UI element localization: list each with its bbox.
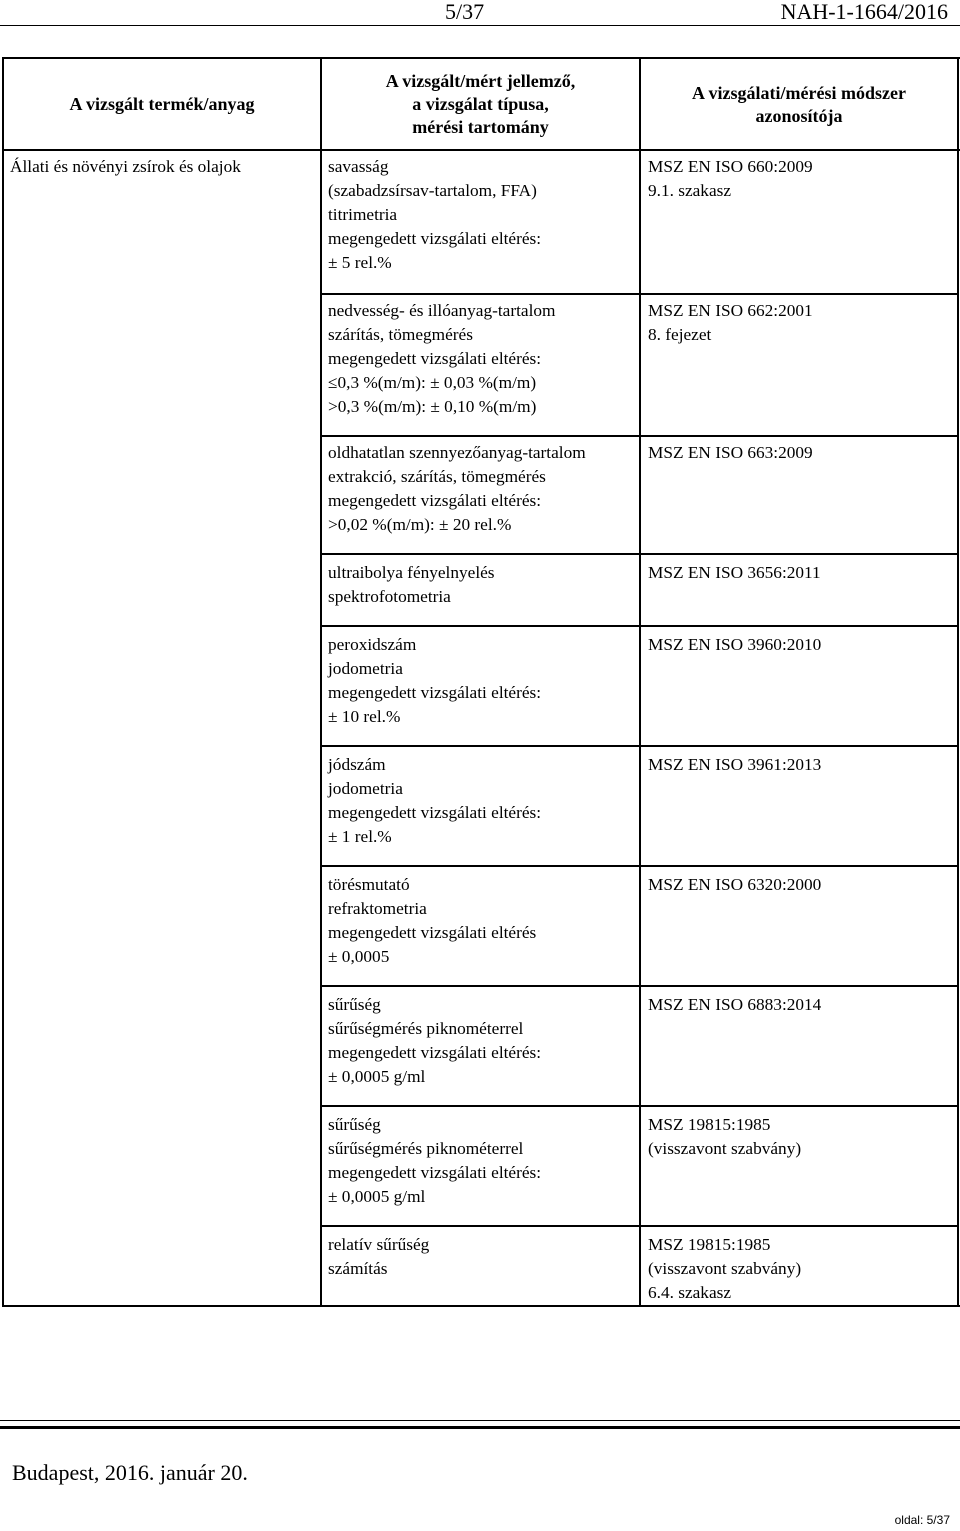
method-cell bbox=[648, 561, 821, 585]
characteristic-line: megengedett vizsgálati eltérés bbox=[328, 923, 537, 942]
header-line: a vizsgálat típusa, bbox=[412, 94, 549, 114]
characteristic-cell bbox=[328, 993, 541, 1089]
characteristic-line: jodometria bbox=[328, 779, 403, 798]
footer-place-date: Budapest, 2016. január 20. bbox=[12, 1460, 248, 1485]
characteristic-line: megengedett vizsgálati eltérés: bbox=[328, 1163, 542, 1182]
method-cell bbox=[648, 441, 813, 465]
method-line: (visszavont szabvány) bbox=[648, 1259, 802, 1278]
row-divider bbox=[321, 293, 639, 295]
method-line: MSZ EN ISO 3961:2013 bbox=[648, 755, 822, 774]
method-cell bbox=[648, 873, 821, 897]
characteristic-line: >0,02 %(m/m): ± 20 rel.% bbox=[328, 515, 512, 534]
row-divider bbox=[321, 1225, 639, 1227]
row-divider bbox=[321, 745, 639, 747]
method-line: MSZ 19815:1985 bbox=[648, 1115, 771, 1134]
characteristic-cell bbox=[328, 633, 541, 729]
characteristic-cell bbox=[328, 155, 541, 275]
characteristic-line: ≤0,3 %(m/m): ± 0,03 %(m/m) bbox=[328, 373, 537, 392]
method-line: MSZ EN ISO 663:2009 bbox=[648, 443, 813, 462]
column-divider-2 bbox=[639, 57, 641, 1306]
product-name: Állati és növényi zsírok és olajok bbox=[10, 157, 241, 176]
characteristic-line: ± 0,0005 g/ml bbox=[328, 1067, 426, 1086]
characteristic-line: (szabadzsírsav-tartalom, FFA) bbox=[328, 181, 537, 200]
document-id: NAH-1-1664/2016 bbox=[780, 0, 948, 24]
row-divider bbox=[640, 865, 958, 867]
characteristic-line: sűrűségmérés piknométerrel bbox=[328, 1019, 524, 1038]
characteristic-line: savasság bbox=[328, 157, 389, 176]
header-rule bbox=[0, 25, 960, 26]
table-right-border bbox=[957, 57, 959, 1306]
table-top-border bbox=[2, 57, 960, 59]
characteristic-cell bbox=[328, 753, 541, 849]
header-line: A vizsgált/mért jellemző, bbox=[385, 71, 576, 91]
characteristic-line: nedvesség- és illóanyag-tartalom bbox=[328, 301, 556, 320]
characteristic-line: sűrűség bbox=[328, 995, 381, 1014]
method-cell bbox=[648, 633, 821, 657]
method-line: MSZ EN ISO 660:2009 bbox=[648, 157, 813, 176]
characteristic-line: spektrofotometria bbox=[328, 587, 451, 606]
table-bottom-border bbox=[2, 1305, 960, 1307]
column-header-characteristic bbox=[322, 70, 639, 139]
row-divider bbox=[640, 985, 958, 987]
method-line: 8. fejezet bbox=[648, 325, 712, 344]
table-left-border bbox=[2, 57, 4, 1306]
method-line: (visszavont szabvány) bbox=[648, 1139, 802, 1158]
characteristic-line: megengedett vizsgálati eltérés: bbox=[328, 491, 542, 510]
characteristic-line: peroxidszám bbox=[328, 635, 417, 654]
method-cell bbox=[648, 993, 821, 1017]
row-divider bbox=[640, 1225, 958, 1227]
column-header-product bbox=[4, 93, 320, 116]
method-cell bbox=[648, 753, 821, 777]
method-line: MSZ EN ISO 662:2001 bbox=[648, 301, 813, 320]
characteristic-line: megengedett vizsgálati eltérés: bbox=[328, 803, 542, 822]
characteristic-cell bbox=[328, 1233, 429, 1281]
row-divider bbox=[640, 745, 958, 747]
method-line: 6.4. szakasz bbox=[648, 1283, 732, 1302]
characteristic-line: ± 1 rel.% bbox=[328, 827, 392, 846]
row-divider bbox=[321, 985, 639, 987]
column-divider-1 bbox=[320, 57, 322, 1306]
header-line: mérési tartomány bbox=[412, 117, 549, 137]
characteristic-line: törésmutató bbox=[328, 875, 410, 894]
characteristic-line: megengedett vizsgálati eltérés: bbox=[328, 683, 542, 702]
method-line: MSZ EN ISO 6320:2000 bbox=[648, 875, 822, 894]
row-divider bbox=[321, 553, 639, 555]
characteristic-line: ultraibolya fényelnyelés bbox=[328, 563, 495, 582]
row-divider bbox=[640, 625, 958, 627]
footer-rule bbox=[0, 1420, 960, 1421]
method-line: MSZ EN ISO 3656:2011 bbox=[648, 563, 821, 582]
row-divider bbox=[321, 865, 639, 867]
method-cell bbox=[648, 299, 813, 347]
method-cell bbox=[648, 1113, 801, 1161]
characteristic-cell bbox=[328, 299, 555, 419]
characteristic-line: sűrűség bbox=[328, 1115, 381, 1134]
method-cell bbox=[648, 155, 813, 203]
row-divider bbox=[321, 625, 639, 627]
row-divider bbox=[321, 435, 639, 437]
characteristic-line: sűrűségmérés piknométerrel bbox=[328, 1139, 524, 1158]
header-line: azonosítója bbox=[755, 106, 843, 126]
characteristic-line: számítás bbox=[328, 1259, 388, 1278]
method-line: MSZ EN ISO 6883:2014 bbox=[648, 995, 822, 1014]
row-divider bbox=[640, 553, 958, 555]
row-divider bbox=[640, 435, 958, 437]
characteristic-cell bbox=[328, 1113, 541, 1209]
method-line: MSZ 19815:1985 bbox=[648, 1235, 771, 1254]
footer-rule-thick bbox=[0, 1426, 960, 1429]
footer-page-label: oldal: 5/37 bbox=[894, 1513, 950, 1527]
characteristic-line: oldhatatlan szennyezőanyag-tartalom bbox=[328, 443, 586, 462]
characteristic-line: relatív sűrűség bbox=[328, 1235, 430, 1254]
characteristic-line: ± 10 rel.% bbox=[328, 707, 401, 726]
characteristic-line: ± 5 rel.% bbox=[328, 253, 392, 272]
characteristic-line: >0,3 %(m/m): ± 0,10 %(m/m) bbox=[328, 397, 537, 416]
method-cell bbox=[648, 1233, 801, 1305]
characteristic-cell bbox=[328, 873, 536, 969]
characteristic-line: jódszám bbox=[328, 755, 386, 774]
characteristic-line: megengedett vizsgálati eltérés: bbox=[328, 229, 542, 248]
method-line: 9.1. szakasz bbox=[648, 181, 732, 200]
characteristic-line: refraktometria bbox=[328, 899, 427, 918]
characteristic-line: jodometria bbox=[328, 659, 403, 678]
characteristic-line: titrimetria bbox=[328, 205, 398, 224]
characteristic-line: ± 0,0005 g/ml bbox=[328, 1187, 426, 1206]
characteristic-line: szárítás, tömegmérés bbox=[328, 325, 473, 344]
characteristic-line: megengedett vizsgálati eltérés: bbox=[328, 349, 542, 368]
row-divider bbox=[640, 1105, 958, 1107]
header-bottom-border bbox=[2, 149, 960, 151]
row-divider bbox=[321, 1105, 639, 1107]
characteristic-line: megengedett vizsgálati eltérés: bbox=[328, 1043, 542, 1062]
column-header-method bbox=[641, 82, 957, 128]
characteristic-cell bbox=[328, 561, 495, 609]
characteristic-cell bbox=[328, 441, 586, 537]
row-divider bbox=[640, 293, 958, 295]
characteristic-line: extrakció, szárítás, tömegmérés bbox=[328, 467, 546, 486]
page-number: 5/37 bbox=[445, 0, 485, 24]
header-line: A vizsgált termék/anyag bbox=[69, 94, 255, 114]
characteristic-line: ± 0,0005 bbox=[328, 947, 390, 966]
header-line: A vizsgálati/mérési módszer bbox=[692, 83, 906, 103]
method-line: MSZ EN ISO 3960:2010 bbox=[648, 635, 822, 654]
